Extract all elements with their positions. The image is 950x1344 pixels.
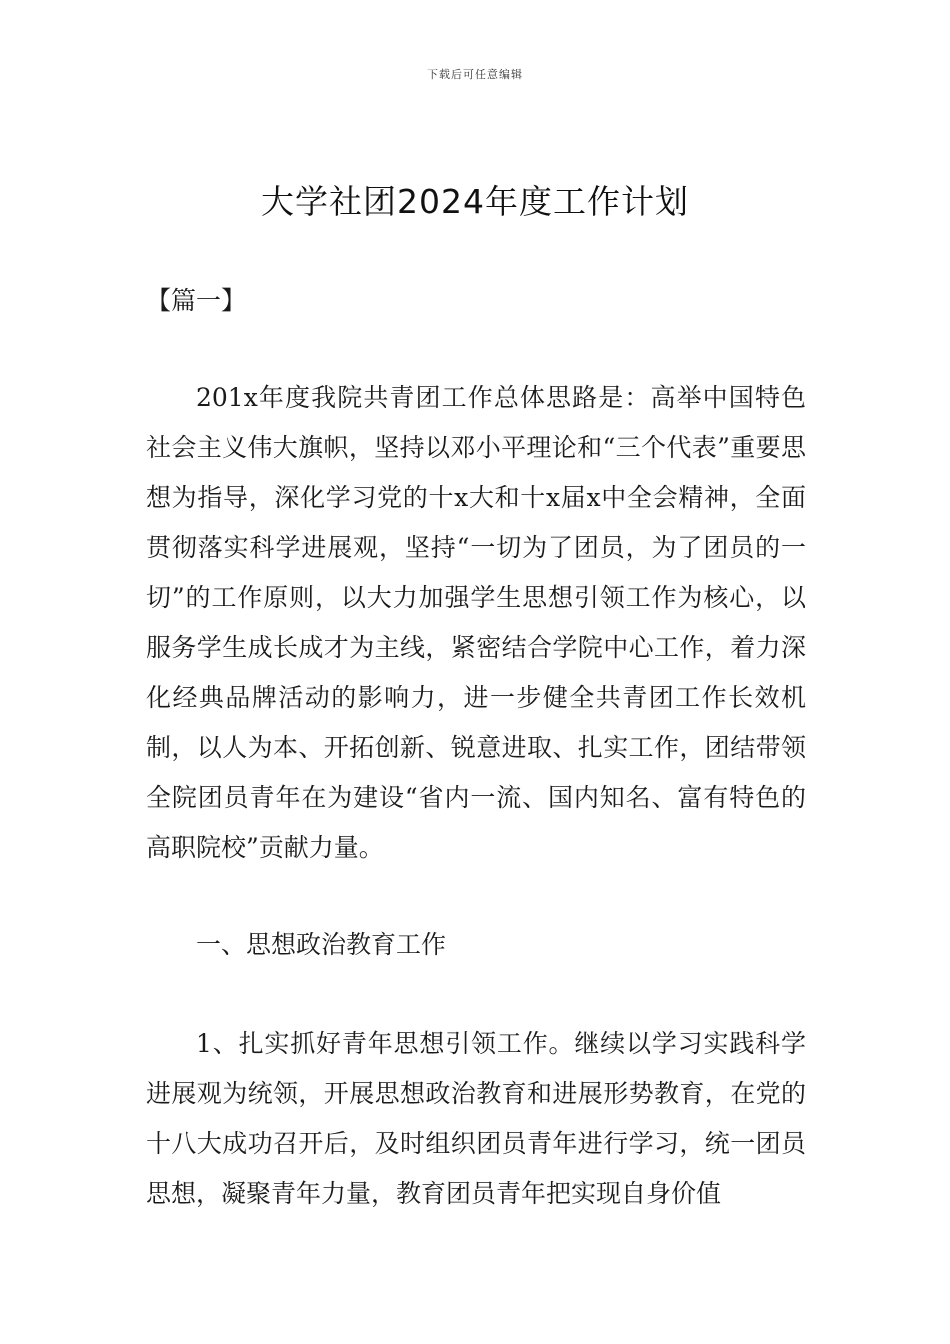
header-note: 下载后可任意编辑 [427,68,523,81]
document-title: 大学社团2024年度工作计划 [261,182,689,221]
paragraph-item-1: 1、扎实抓好青年思想引领工作。继续以学习实践科学进展观为统领，开展思想政治教育和进展形势教育，在党的十八大成功召开后，及时组织团员青年进行学习，统一团员思想，凝聚青年力量，教育团员青年把实现自身价值 [146,1029,806,1208]
section-label: 【篇一】 [146,286,247,315]
section-heading-ideology: 一、思想政治教育工作 [196,930,447,959]
paragraph-intro: 201x年度我院共青团工作总体思路是：高举中国特色社会主义伟大旗帜，坚持以邓小平理论和“三个代表”重要思想为指导，深化学习党的十x大和十x届x中全会精神，全面贯彻落实科学进展观，坚持“一切为了团员，为了团员的一切”的工作原则，以大力加强学生思想引领工作为核心，以服务学生成长成才为主线，紧密结合学院中心工作，着力深化经典品牌活动的影响力，进一步健全共青团工作长效机制，以人为本、开拓创新、锐意进取、扎实工作，团结带领全院团员青年在为建设“省内一流、国内知名、富有特色的高职院校”贡献力量。 [146,383,806,862]
